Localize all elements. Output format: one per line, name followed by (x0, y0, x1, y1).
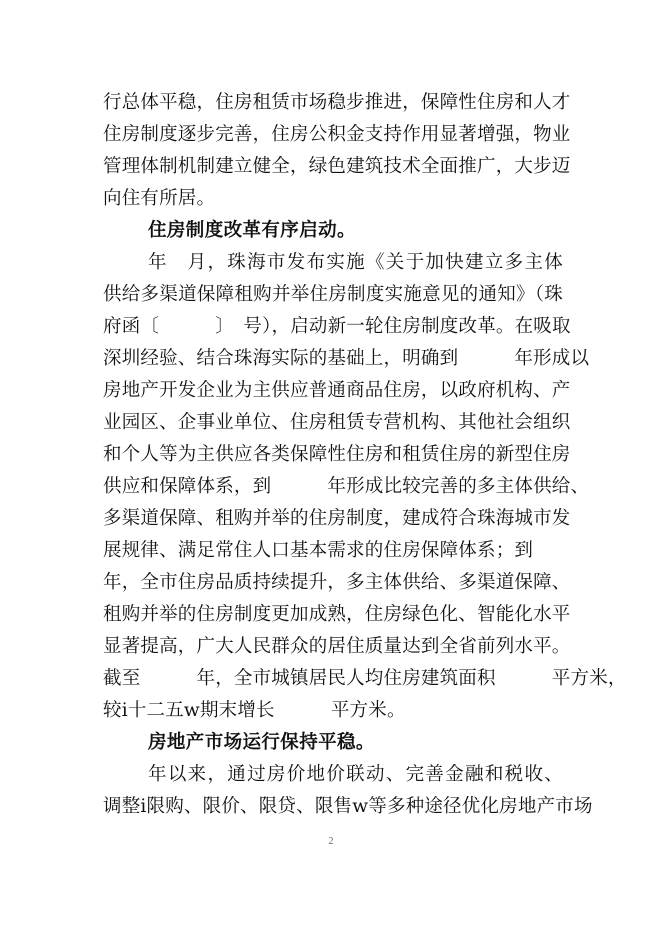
body-text-line: 多渠道保障、租购并举的住房制度，建成符合珠海城市发 (103, 508, 571, 529)
body-text-line: 深圳经验、结合珠海实际的基础上，明确到 年形成以 (103, 348, 590, 369)
page-number: 2 (328, 836, 334, 847)
body-text-line: 展规律、满足常住人口基本需求的住房保障体系；到 (103, 540, 534, 561)
body-text-line: 显著提高，广大人民群众的居住质量达到全省前列水平。 (103, 636, 571, 657)
body-text-line: 供应和保障体系，到 年形成比较完善的多主体供给、 (103, 476, 590, 497)
body-text-line: 业园区、企事业单位、住房租赁专营机构、其他社会组织 (103, 412, 571, 433)
body-text-line: 住房制度逐步完善，住房公积金支持作用显著增强，物业 (103, 124, 571, 145)
body-text-line: 府函〔 〕 号），启动新一轮住房制度改革。在吸取 (103, 316, 571, 337)
body-text-line: 房地产开发企业为主供应普通商品住房，以政府机构、产 (103, 380, 571, 401)
body-text-line: 租购并举的住房制度更加成熟，住房绿色化、智能化水平 (103, 604, 571, 625)
body-text-line: 年以来，通过房价地价联动、完善金融和税收、 (148, 764, 563, 785)
body-text-line: 向住有所居。 (103, 188, 216, 209)
body-text-line: 管理体制机制建立健全，绿色建筑技术全面推广，大步迈 (103, 156, 571, 177)
section-heading-real-estate-market: 房地产市场运行保持平稳。 (148, 732, 375, 753)
body-text-line: 截至 年，全市城镇居民人均住房建筑面积 平方米， (103, 668, 627, 689)
body-text-line: 行总体平稳，住房租赁市场稳步推进，保障性住房和人才 (103, 92, 571, 113)
body-text-line: 和个人等为主供应各类保障性住房和租赁住房的新型住房 (103, 444, 571, 465)
body-text-line: 年 月，珠海市发布实施《关于加快建立多主体 (148, 252, 563, 273)
body-text-line: 较i十二五w期末增长 平方米。 (103, 700, 406, 721)
section-heading-housing-reform: 住房制度改革有序启动。 (148, 220, 356, 241)
body-text-line: 年，全市住房品质持续提升，多主体供给、多渠道保障、 (103, 572, 571, 593)
body-text-line: 调整i限购、限价、限贷、限售w等多种途径优化房地产市场 (103, 796, 593, 817)
body-text-line: 供给多渠道保障租购并举住房制度实施意见的通知》（珠 (103, 284, 563, 305)
